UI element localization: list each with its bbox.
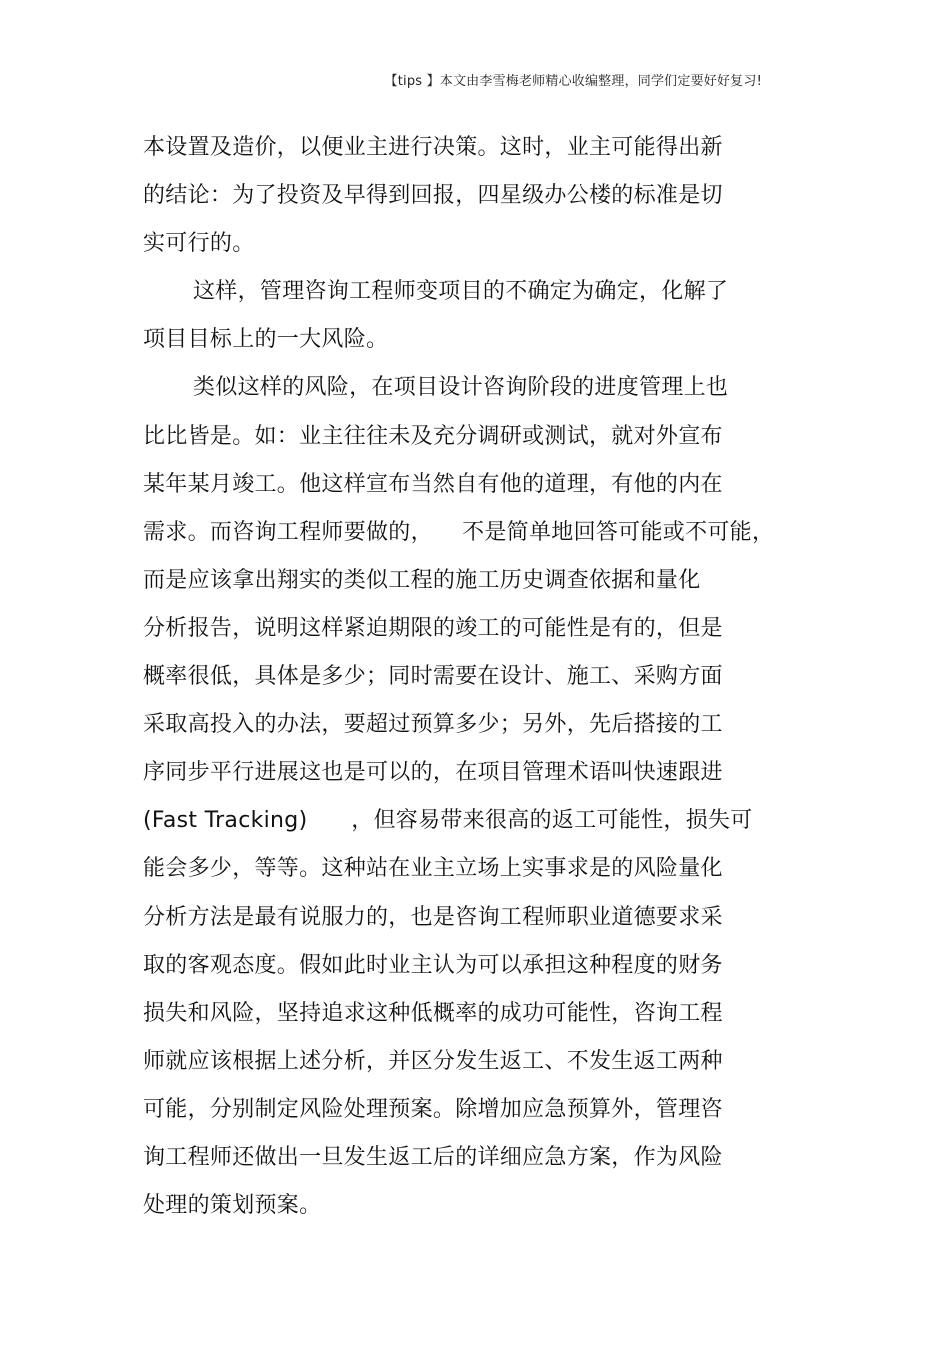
text-line: 序同步平行进展这也是可以的，在项目管理术语叫快速跟进 [143, 760, 723, 786]
text-line: 分析方法是最有说服力的，也是咨询工程师职业道德要求采 [143, 904, 723, 930]
text-line: 损失和风险，坚持追求这种低概率的成功可能性，咨询工程 [143, 1000, 723, 1026]
paragraph-first-line: 类似这样的风险，在项目设计咨询阶段的进度管理上也 [193, 375, 729, 401]
text-line: 处理的策划预案。 [143, 1193, 322, 1219]
text-line: 分析报告，说明这样紧迫期限的竣工的可能性是有的，但是 [143, 615, 723, 641]
text-line: 实可行的。 [143, 231, 255, 257]
text-line: 采取高投入的办法，要超过预算多少；另外，先后搭接的工 [143, 712, 723, 738]
text-line: 询工程师还做出一旦发生返工后的详细应急方案，作为风险 [143, 1144, 723, 1170]
text-line: 师就应该根据上述分析，并区分发生返工、不发生返工两种 [143, 1048, 723, 1074]
text-line: 而是应该拿出翔实的类似工程的施工历史调查依据和量化 [143, 567, 701, 593]
text-line: 需求。而咨询工程师要做的， 不是简单地回答可能或不可能， [143, 519, 775, 545]
text-line: 可能，分别制定风险处理预案。除增加应急预算外，管理咨 [143, 1096, 723, 1122]
text-line: 能会多少，等等。这种站在业主立场上实事求是的风险量化 [143, 856, 723, 882]
text-line: 取的客观态度。假如此时业主认为可以承担这种程度的财务 [143, 952, 723, 978]
text-line: 比比皆是。如：业主往往未及充分调研或测试，就对外宣布 [143, 423, 723, 449]
document-body [143, 124, 803, 1230]
text-line: (Fast Tracking) ，但容易带来很高的返工可能性，损失可 [143, 808, 753, 834]
text-line: 项目目标上的一大风险。 [143, 327, 389, 353]
header-tips-note: 【tips 】本文由李雪梅老师精心收编整理，同学们定要好好复习! [384, 74, 762, 89]
text-line: 本设置及造价，以便业主进行决策。这时，业主可能得出新 [143, 135, 723, 160]
text-line: 的结论：为了投资及早得到回报，四星级办公楼的标准是切 [143, 183, 723, 209]
text-line: 某年某月竣工。他这样宣布当然自有他的道理，有他的内在 [143, 471, 723, 497]
paragraph-first-line: 这样，管理咨询工程师变项目的不确定为确定，化解了 [193, 279, 729, 305]
text-line: 概率很低，具体是多少；同时需要在设计、施工、采购方面 [143, 664, 723, 690]
